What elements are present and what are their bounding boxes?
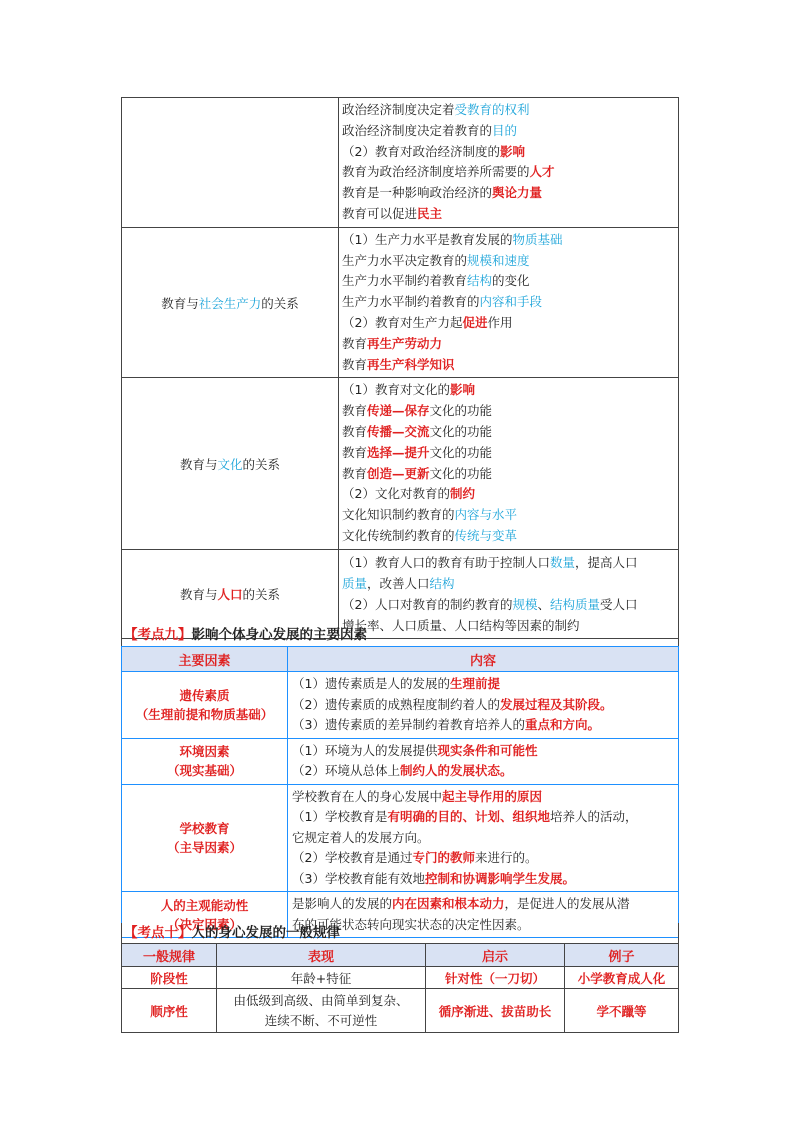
text-span: （2）教育对政治经济制度的 (342, 143, 500, 159)
content-line (342, 334, 678, 355)
highlight-span: 专门的教师 (412, 850, 475, 865)
text-span: ，提高人口 (574, 554, 638, 570)
text-span: （1）遗传素质是人的发展的 (292, 676, 450, 691)
table-header (122, 944, 679, 967)
text-span: 文化的功能 (429, 423, 493, 439)
highlight-span: 起主导作用的原因 (442, 788, 543, 804)
text-span: 文化的功能 (429, 403, 493, 419)
text-span: （3）学校教育能有效地 (292, 870, 425, 886)
text-span: （2）环境从总体上 (292, 763, 400, 778)
content-line (342, 422, 678, 443)
table-row (122, 989, 679, 1033)
text-span: 培养人的活动， (549, 809, 638, 824)
section-title: 人的身心发展的一般规律 (191, 925, 340, 941)
highlight-span: 控制和协调影响学生发展。 (424, 870, 575, 886)
text-span: 文化知识制约教育的 (342, 507, 455, 523)
text-span: 生产力水平制约着教育 (342, 273, 468, 289)
factor-name: 人的主观能动性 (160, 897, 249, 913)
content-line (342, 552, 678, 573)
text-span: 教育 (342, 403, 368, 419)
content-line (342, 162, 678, 183)
highlight-span: 规模 (512, 596, 538, 612)
text-span: （1）学校教育是 (292, 809, 388, 824)
content-line (342, 292, 678, 313)
content-line (342, 230, 678, 251)
content-line (342, 204, 678, 225)
highlight-span: 受教育的权利 (454, 102, 530, 117)
text-span: 生产力水平制约着教育的 (342, 294, 480, 310)
highlight-span: 人才 (529, 164, 555, 180)
text-span: 教育是一种影响政治经济的 (342, 185, 493, 201)
factor-name: 遗传素质 (179, 687, 230, 703)
text-span: 它规定着人的发展方向。 (292, 829, 430, 845)
table-header (122, 647, 679, 672)
table-row (122, 378, 679, 549)
row-content (339, 378, 679, 549)
text-span: 来进行的。 (474, 850, 538, 865)
content-line (342, 526, 678, 547)
content-line (292, 761, 674, 782)
text-span: 教育可以促进 (342, 205, 418, 221)
factor-name: 学校教育 (179, 820, 230, 836)
text-span: 生产力水平决定教育的 (342, 252, 468, 268)
content-line (342, 573, 678, 594)
content-line (292, 807, 674, 828)
content-line (292, 828, 674, 849)
content-line (292, 715, 674, 736)
row-content (339, 98, 679, 228)
law-implication: 针对性（一刀切） (426, 967, 565, 989)
highlight-span: 内在因素和根本动力 (392, 896, 505, 911)
factor-role: （主导因素） (166, 839, 242, 855)
highlight-span: 传递—保存 (367, 403, 430, 419)
header-cell: 启示 (426, 944, 565, 967)
highlight-span: 有明确的目的、计划、组织地 (387, 809, 550, 824)
row-label (122, 98, 339, 228)
content-line (342, 443, 678, 464)
factor-content (288, 784, 679, 892)
highlight-span: 数量 (549, 554, 575, 570)
content-line (292, 695, 674, 716)
content-line (292, 869, 674, 890)
text-span: （1）环境为人的发展提供 (292, 742, 438, 758)
highlight-span: 现实条件和可能性 (437, 742, 538, 758)
content-line (342, 594, 678, 615)
factor-content (288, 672, 679, 739)
text-span: 文化的功能 (429, 444, 493, 460)
law-manifestation: 由低级到高级、由简单到复杂、连续不断、不可逆性 (217, 989, 426, 1033)
table-row (122, 98, 679, 228)
content-line (342, 183, 678, 204)
text-span: 受人口 (600, 596, 638, 612)
content-line (342, 251, 678, 272)
header-cell: 表现 (217, 944, 426, 967)
highlight-span: 再生产劳动力 (367, 335, 443, 351)
table-row (122, 227, 679, 378)
content-line (342, 505, 678, 526)
text-span: （2）文化对教育的 (342, 486, 450, 502)
row-label (122, 378, 339, 549)
highlight-span: 舆论力量 (492, 185, 543, 201)
table-row (122, 738, 679, 784)
highlight-span: 影响 (449, 382, 475, 398)
content-line (342, 121, 678, 142)
text-span: （2）人口对教育的制约教育的 (342, 596, 513, 612)
factor-label (122, 738, 288, 784)
highlight-span: 生理前提 (449, 676, 500, 691)
section-prefix: 【考点九】 (124, 627, 192, 643)
factor-role: （生理前提和物质基础） (135, 706, 274, 722)
text-span: （1）教育人口的教育有助于控制人口 (342, 554, 550, 570)
factor-label (122, 672, 288, 739)
content-line (342, 401, 678, 422)
highlight-span: 传统与变革 (454, 527, 518, 543)
text-span: ，改善人口 (367, 575, 430, 591)
section-title: 影响个体身心发展的主要因素 (191, 627, 367, 643)
highlight-span: 重点和方向。 (524, 717, 600, 732)
factor-role: （决定因素） (166, 916, 242, 932)
content-line (292, 787, 674, 808)
highlight-span: 民主 (417, 205, 443, 221)
text-span: （1）生产力水平是教育发展的 (342, 231, 513, 247)
text-span: 增长率、人口质量、人口结构等因素的制约 (342, 617, 580, 633)
content-line (292, 848, 674, 869)
text-span: 的关系 (242, 586, 281, 602)
text-span: （2）教育对生产力起 (342, 314, 463, 330)
header-cell: 例子 (565, 944, 679, 967)
factor-label (122, 784, 288, 892)
law-name: 阶段性 (122, 967, 217, 989)
text-span: 在的可能状态转向现实状态的决定性因素。 (292, 916, 530, 932)
law-example: 小学教育成人化 (565, 967, 679, 989)
highlight-span: 目的 (492, 122, 518, 138)
text-span: 政治经济制度决定着教育的 (342, 122, 493, 138)
header-cell: 主要因素 (122, 647, 288, 672)
highlight-span: 社会生产力 (198, 295, 262, 311)
text-span: 作用 (487, 314, 513, 330)
highlight-span: 创造—更新 (367, 465, 430, 481)
factor-content (288, 738, 679, 784)
text-span: 教育 (342, 423, 368, 439)
text-span: 的关系 (242, 456, 281, 472)
text-span: 学校教育在人的身心发展中 (292, 788, 443, 804)
content-line (292, 894, 674, 915)
education-relations-table (121, 97, 679, 639)
text-span: 教育与 (179, 586, 218, 602)
highlight-span: 促进 (462, 314, 488, 330)
highlight-span: 结构质量 (550, 596, 601, 612)
text-span: 教育 (342, 335, 368, 351)
table-row (122, 967, 679, 989)
text-span: ，是促进人的发展从潜 (504, 896, 630, 911)
highlight-span: 传播—交流 (367, 423, 430, 439)
text-span: （3）遗传素质的差异制约着教育培养人的 (292, 717, 525, 732)
text-span: （2）学校教育是通过 (292, 850, 413, 865)
content-line (342, 355, 678, 376)
highlight-span: 内容和手段 (479, 294, 543, 310)
text-span: 、 (537, 596, 550, 612)
text-span: 教育 (342, 465, 368, 481)
content-line (292, 674, 674, 695)
header-cell: 一般规律 (122, 944, 217, 967)
content-line (342, 313, 678, 334)
content-line (342, 380, 678, 401)
text-span: 教育 (342, 356, 368, 372)
section-prefix: 【考点十】 (124, 925, 192, 941)
text-span: 文化的功能 (429, 465, 493, 481)
text-span: 教育 (342, 444, 368, 460)
header-cell: 内容 (288, 647, 679, 672)
table-row (122, 784, 679, 892)
table-row (122, 672, 679, 739)
highlight-span: 制约 (449, 486, 475, 502)
highlight-span: 影响 (499, 143, 525, 159)
text-span: （2）遗传素质的成熟程度制约着人的 (292, 696, 500, 712)
content-line (342, 484, 678, 505)
highlight-span: 质量 (342, 575, 368, 591)
content-line (342, 464, 678, 485)
development-factors-table (121, 646, 679, 938)
factor-role: （现实基础） (166, 763, 242, 778)
text-span: 文化传统制约教育的 (342, 527, 455, 543)
highlight-span: 物质基础 (512, 231, 563, 247)
text-span: 的关系 (261, 295, 299, 311)
text-span: 是影响人的发展的 (292, 896, 393, 911)
factor-name: 环境因素 (179, 744, 230, 759)
law-example: 学不躐等 (565, 989, 679, 1033)
highlight-span: 规模和速度 (467, 252, 530, 268)
row-label (122, 227, 339, 378)
row-content (339, 227, 679, 378)
highlight-span: 内容与水平 (454, 507, 518, 523)
highlight-span: 文化 (217, 456, 243, 472)
highlight-span: 发展过程及其阶段。 (499, 696, 613, 712)
text-span: 教育与 (161, 295, 199, 311)
content-line (342, 142, 678, 163)
highlight-span: 结构 (467, 273, 493, 289)
law-name: 顺序性 (122, 989, 217, 1033)
section-heading-9 (121, 625, 679, 646)
law-implication: 循序渐进、拔苗助长 (426, 989, 565, 1033)
text-span: （1）教育对文化的 (342, 382, 450, 398)
section-heading-10 (121, 923, 679, 944)
content-line (292, 741, 674, 762)
content-line (342, 271, 678, 292)
law-manifestation: 年龄+特征 (217, 967, 426, 989)
highlight-span: 结构 (429, 575, 455, 591)
highlight-span: 制约人的发展状态。 (399, 763, 513, 778)
highlight-span: 人口 (217, 586, 243, 602)
development-laws-table (121, 943, 679, 1033)
text-span: 教育与 (179, 456, 218, 472)
text-span: 政治经济制度决定着 (342, 102, 455, 117)
highlight-span: 选择—提升 (367, 444, 430, 460)
highlight-span: 再生产科学知识 (367, 356, 455, 372)
content-line (342, 100, 678, 121)
text-span: 教育为政治经济制度培养所需要的 (342, 164, 530, 180)
text-span: 的变化 (492, 273, 530, 289)
